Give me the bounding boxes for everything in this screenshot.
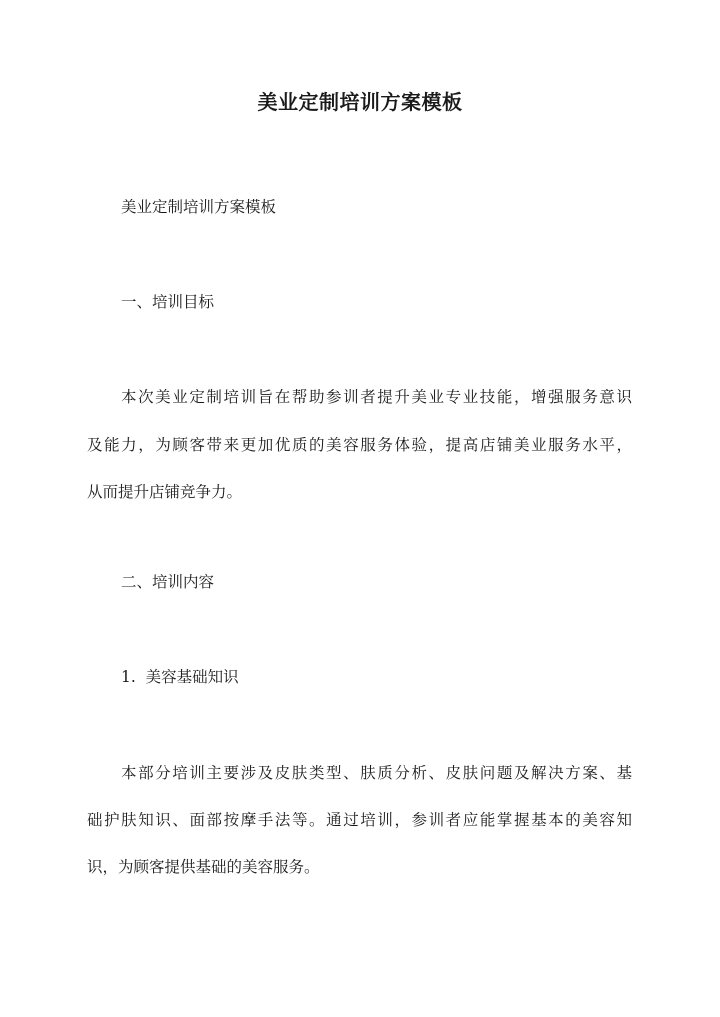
section-heading-content: 二、培训内容	[121, 573, 215, 591]
paragraph-line: 从而提升店铺竞争力。	[87, 483, 243, 501]
paragraph-line: 本部分培训主要涉及皮肤类型、肤质分析、皮肤问题及解决方案、基	[121, 764, 632, 782]
paragraph-line: 识，为顾客提供基础的美容服务。	[87, 858, 320, 876]
document-title: 美业定制培训方案模板	[257, 90, 463, 114]
paragraph-line: 本次美业定制培训旨在帮助参训者提升美业专业技能，增强服务意识	[121, 388, 632, 406]
section-heading-goals: 一、培训目标	[121, 293, 215, 311]
document-subtitle: 美业定制培训方案模板	[121, 198, 277, 216]
paragraph-line: 础护肤知识、面部按摩手法等。通过培训，参训者应能掌握基本的美容知	[87, 811, 632, 829]
paragraph-line: 及能力，为顾客带来更加优质的美容服务体验，提高店铺美业服务水平，	[87, 436, 632, 454]
subsection-heading-basics: 1. 美容基础知识	[121, 668, 239, 686]
